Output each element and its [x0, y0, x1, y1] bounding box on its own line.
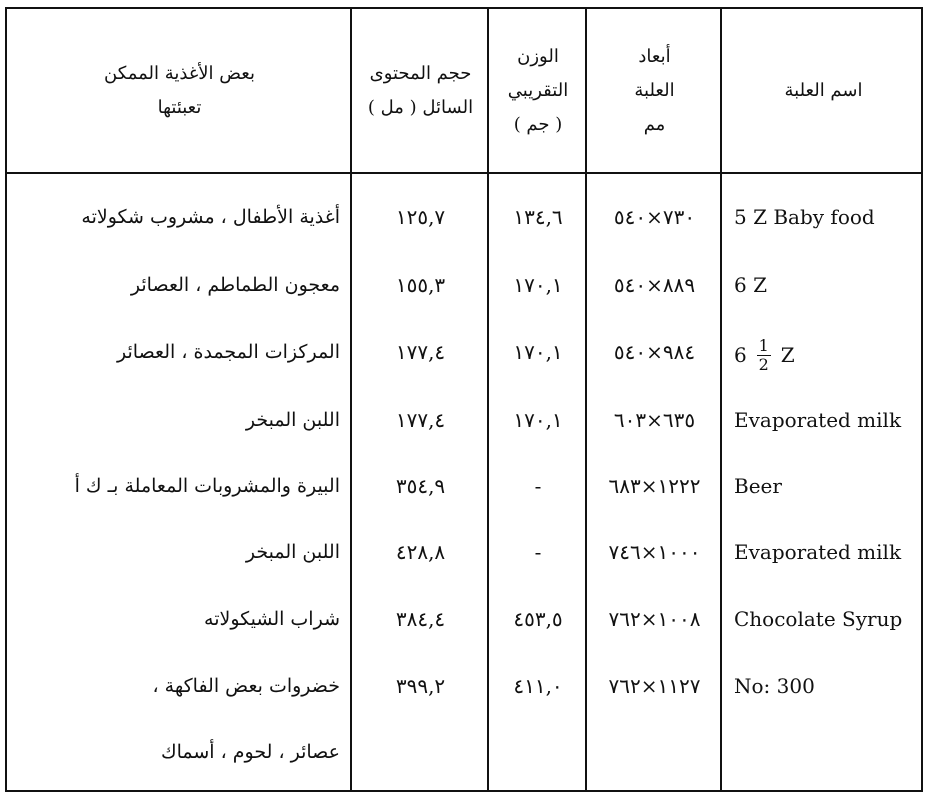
cell-food: معجون الطماطم ، العصائر: [130, 274, 340, 296]
cell-can-name: Beer: [734, 474, 782, 498]
cell-dimensions: ١١٢٧×٧٦٢: [608, 674, 701, 698]
cell-weight: ١٣٤,٦: [513, 205, 563, 229]
header-volume-line: حجم المحتوى: [369, 62, 472, 84]
cell-can-name: Evaporated milk: [734, 408, 902, 432]
cell-weight: -: [534, 474, 542, 498]
cell-weight: ١٧٠,١: [513, 273, 563, 297]
half-fraction: [757, 335, 771, 374]
cell-volume: ٣٨٤,٤: [395, 607, 446, 631]
fraction-denominator: 2: [758, 354, 769, 374]
cell-dimensions: ٨٨٩×٥٤٠: [613, 273, 696, 297]
cell-can-name: Evaporated milk: [734, 540, 902, 564]
cell-can-name: Chocolate Syrup: [734, 607, 903, 631]
header-weight-line: ( جم ): [513, 113, 563, 135]
can-name-number: 6: [734, 343, 747, 367]
cell-dimensions: ١٠٠٨×٧٦٢: [608, 607, 701, 631]
cell-dimensions: ٦٣٥×٦٠٣: [613, 408, 696, 432]
header-divider: [7, 172, 921, 174]
header-food: [7, 9, 352, 172]
header-dimensions: [587, 9, 722, 172]
cell-volume: ٤٢٨,٨: [395, 540, 446, 564]
cell-volume: ١٥٥,٣: [395, 273, 446, 297]
cell-volume: ٣٥٤,٩: [395, 474, 446, 498]
cell-can-name: 5 Z Baby food: [734, 205, 875, 229]
header-food-line: تعبئتها: [157, 96, 202, 118]
cell-weight: ١٧٠,١: [513, 340, 563, 364]
cell-food: شراب الشيكولاته: [204, 608, 340, 630]
cans-table: [5, 7, 923, 792]
cell-volume: ١٧٧,٤: [395, 408, 446, 432]
cell-food: خضروات بعض الفاكهة ،: [152, 675, 340, 697]
cell-can-name: No: 300: [734, 674, 815, 698]
cell-food: اللبن المبخر: [245, 409, 340, 431]
header-dimensions-line: مم: [643, 113, 666, 135]
cell-can-name: [722, 327, 925, 383]
header-dimensions-line: أبعاد: [638, 45, 671, 67]
cell-food: اللبن المبخر: [245, 541, 340, 563]
cell-volume: ١٢٥,٧: [395, 205, 446, 229]
fraction-numerator: 1: [758, 335, 769, 355]
cell-weight: ١٧٠,١: [513, 408, 563, 432]
cell-weight: ٤٥٣,٥: [513, 607, 563, 631]
header-weight-line: التقريبي: [507, 79, 569, 101]
cell-dimensions: ١٠٠٠×٧٤٦: [608, 540, 701, 564]
cell-weight: -: [534, 540, 542, 564]
cell-food: أغذية الأطفال ، مشروب شكولاته: [81, 206, 340, 228]
cell-food: المركزات المجمدة ، العصائر: [117, 341, 340, 363]
header-volume-line: السائل ( مل ): [367, 96, 474, 118]
cell-volume: ٣٩٩,٢: [395, 674, 446, 698]
header-weight-line: الوزن: [517, 45, 559, 67]
cell-can-name: 6 Z: [734, 273, 767, 297]
header-can-name-line: اسم العلبة: [784, 79, 863, 101]
header-volume: [352, 9, 489, 172]
can-name-suffix: Z: [780, 343, 795, 367]
cell-food: عصائر ، لحوم ، أسماك: [160, 741, 340, 763]
header-dimensions-line: العلبة: [634, 79, 675, 101]
header-food-line: بعض الأغذية الممكن: [104, 62, 255, 84]
header-weight: [489, 9, 587, 172]
cell-food: البيرة والمشروبات المعاملة بـ ك أ: [74, 475, 340, 497]
cell-dimensions: ٧٣٠×٥٤٠: [613, 205, 696, 229]
header-can-name: [722, 9, 925, 172]
cell-dimensions: ١٢٢٢×٦٨٣: [608, 474, 701, 498]
cell-dimensions: ٩٨٤×٥٤٠: [613, 340, 696, 364]
cell-volume: ١٧٧,٤: [395, 340, 446, 364]
cell-weight: ٤١١,٠: [513, 674, 563, 698]
